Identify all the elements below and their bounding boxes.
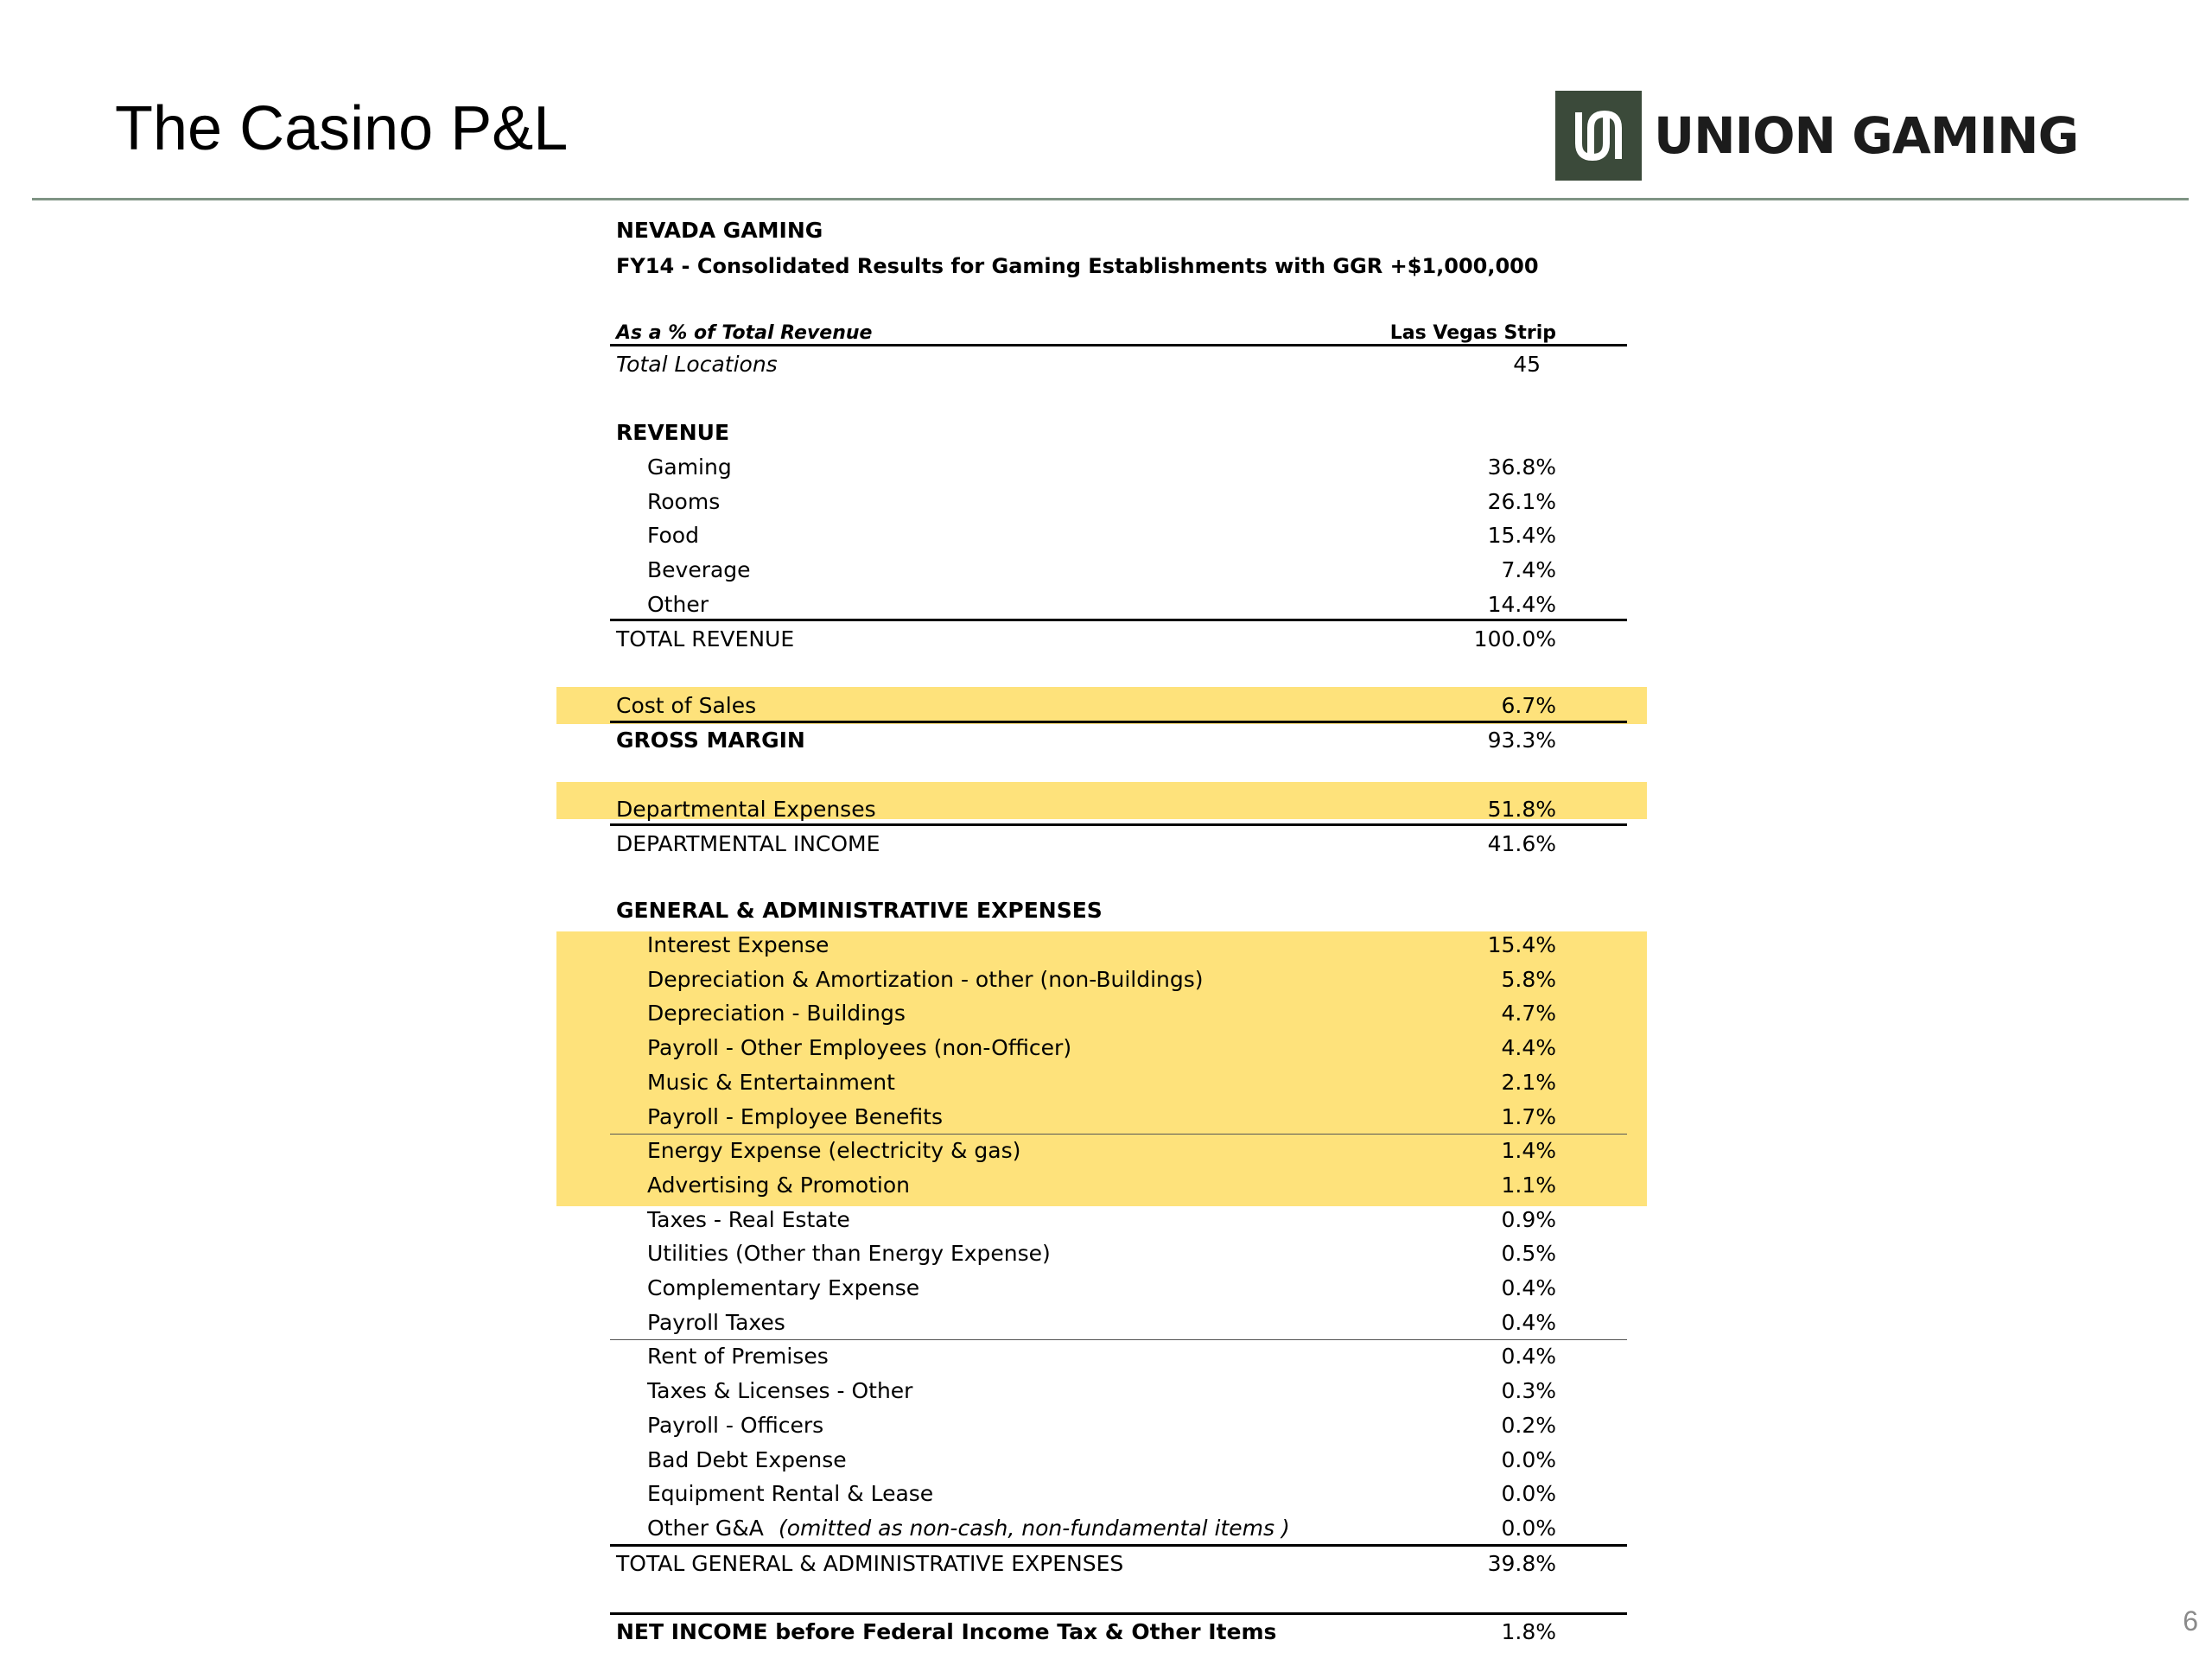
net-income-row: NET INCOME before Federal Income Tax & Other Items 1.8% (616, 1619, 1556, 1644)
column-label: As a % of Total Revenue (616, 322, 873, 344)
report-subtitle: FY14 - Consolidated Results for Gaming Establishments with GGR +$1,000,000 (616, 254, 1539, 278)
line-item-note: (omitted as non-cash, non-fundamental items ) (779, 1515, 1290, 1541)
total-revenue-row: TOTAL REVENUE 100.0% (616, 626, 1556, 652)
line-item-value: 0.0% (1501, 1446, 1556, 1472)
line-item-value: 0.0% (1501, 1481, 1556, 1507)
line-item-value: 1.4% (1501, 1138, 1556, 1164)
line-item-label: Payroll - Officers (647, 1412, 824, 1438)
line-item-value: 0.5% (1501, 1241, 1556, 1267)
line-item-label: Equipment Rental & Lease (647, 1481, 934, 1507)
line-item-value: 0.4% (1501, 1275, 1556, 1300)
line-item-label: Beverage (647, 557, 751, 583)
line-item-value: 2.1% (1501, 1069, 1556, 1095)
line-item-label: Other G&A (647, 1515, 764, 1541)
line-item-label: Gaming (647, 454, 732, 480)
departmental-income-rule (610, 823, 1627, 826)
departmental-income-row: DEPARTMENTAL INCOME 41.6% (616, 831, 1556, 856)
line-item-row (616, 1271, 1556, 1306)
line-item-label: Energy Expense (electricity & gas) (647, 1138, 1021, 1164)
line-item-row (616, 485, 1556, 519)
line-item-label: Complementary Expense (647, 1275, 920, 1300)
line-item-row (616, 963, 1556, 997)
line-item-value: 14.4% (1487, 591, 1556, 617)
line-item-value: 0.9% (1501, 1206, 1556, 1232)
line-item-label: Rent of Premises (647, 1344, 829, 1370)
line-item-label: Taxes & Licenses - Other (647, 1378, 913, 1404)
line-item-row (616, 1511, 1556, 1546)
line-item-label: Rooms (647, 488, 721, 514)
line-item-row (616, 1408, 1556, 1443)
line-item-label: Music & Entertainment (647, 1069, 895, 1095)
line-item-value: 4.7% (1501, 1001, 1556, 1027)
line-item-row (616, 1443, 1556, 1478)
line-item-label: Depreciation & Amortization - other (non-Buildings) (647, 966, 1204, 992)
line-item-label: Payroll - Employee Benefits (647, 1103, 943, 1129)
line-item-label: Interest Expense (647, 932, 830, 957)
line-item-row (616, 928, 1556, 963)
column-header-las-vegas-strip: Las Vegas Strip (1389, 322, 1556, 344)
line-item-row (616, 450, 1556, 485)
line-item-value: 0.0% (1501, 1515, 1556, 1541)
line-item-row (616, 1374, 1556, 1408)
line-item-value: 36.8% (1487, 454, 1556, 480)
line-item-label: Utilities (Other than Energy Expense) (647, 1241, 1051, 1267)
line-item-row (616, 1168, 1556, 1203)
ga-divider-1 (610, 1134, 1627, 1135)
line-item-row (616, 1339, 1556, 1374)
logo-text: UNION GAMING (1654, 106, 2079, 165)
line-item-row (616, 553, 1556, 588)
line-item-label: Taxes - Real Estate (647, 1206, 850, 1232)
line-item-value: 15.4% (1487, 523, 1556, 549)
line-item-label: Other (647, 591, 709, 617)
line-item-row (616, 1203, 1556, 1237)
slide-title: The Casino P&L (115, 94, 569, 163)
line-item-row (616, 1031, 1556, 1065)
line-item-row (616, 588, 1556, 622)
line-item-label: Depreciation - Buildings (647, 1001, 906, 1027)
line-item-row (616, 996, 1556, 1031)
line-item-label: Advertising & Promotion (647, 1172, 911, 1198)
page-number: 6 (2183, 1605, 2198, 1637)
line-item-value: 0.3% (1501, 1378, 1556, 1404)
line-item-row (616, 1100, 1556, 1135)
cost-of-sales-row: Cost of Sales 6.7% (616, 693, 1556, 718)
line-item-label: Payroll Taxes (647, 1309, 785, 1335)
line-item-value: 0.4% (1501, 1309, 1556, 1335)
total-locations-row: Total Locations 45 (616, 352, 1541, 377)
revenue-heading: REVENUE (616, 420, 730, 445)
line-item-label: Bad Debt Expense (647, 1446, 847, 1472)
line-item-row (616, 1236, 1556, 1271)
line-item-value: 0.2% (1501, 1412, 1556, 1438)
line-item-value: 1.1% (1501, 1172, 1556, 1198)
line-item-value: 1.7% (1501, 1103, 1556, 1129)
header-rule (610, 344, 1627, 346)
line-item-label: Food (647, 523, 699, 549)
line-item-row (616, 1065, 1556, 1100)
revenue-total-rule (610, 619, 1627, 621)
line-item-row (616, 1477, 1556, 1511)
ga-total-row: TOTAL GENERAL & ADMINISTRATIVE EXPENSES 39.8% (616, 1551, 1556, 1576)
line-item-row (616, 1134, 1556, 1168)
line-item-value: 15.4% (1487, 932, 1556, 957)
line-item-row (616, 518, 1556, 553)
line-item-row (616, 1306, 1556, 1340)
line-item-label: Payroll - Other Employees (non-Officer) (647, 1035, 1072, 1061)
report-org: NEVADA GAMING (616, 218, 823, 243)
gross-margin-row: GROSS MARGIN 93.3% (616, 728, 1556, 753)
line-item-value: 5.8% (1501, 966, 1556, 992)
departmental-expenses-row: Departmental Expenses 51.8% (616, 797, 1556, 822)
line-item-value: 26.1% (1487, 488, 1556, 514)
ga-divider-2 (610, 1339, 1627, 1340)
line-item-value: 4.4% (1501, 1035, 1556, 1061)
ga-heading: GENERAL & ADMINISTRATIVE EXPENSES (616, 898, 1103, 923)
line-item-value: 0.4% (1501, 1344, 1556, 1370)
line-item-value: 7.4% (1501, 557, 1556, 583)
